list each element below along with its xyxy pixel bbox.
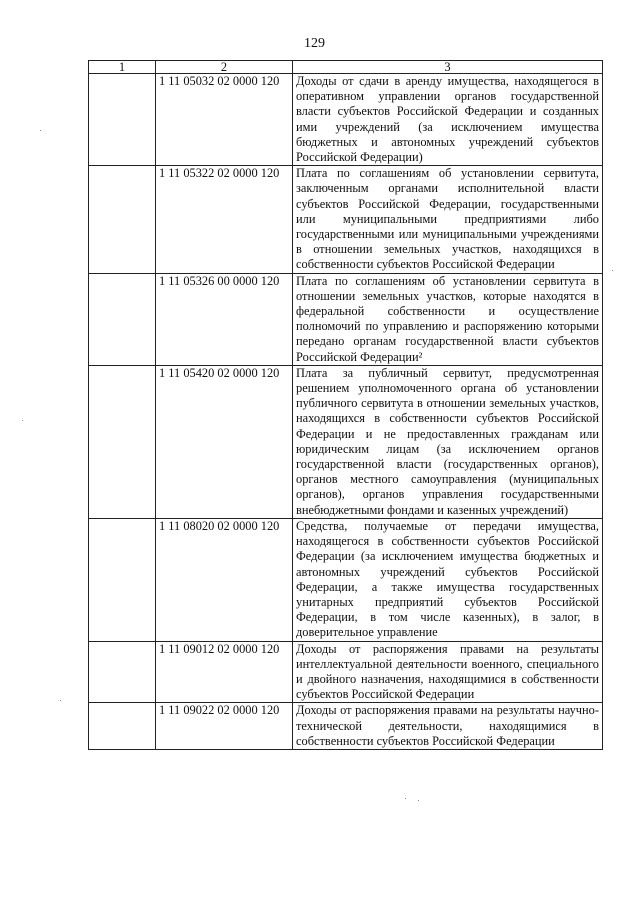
income-description: Плата по соглашениям об установлении сервитута в отношении земельных участков, которые находятся в федеральной собственности и осуществление полномочий по управлению и распоряжению которыми передано органам государственной власти субъектов Российской Федерации² bbox=[293, 273, 603, 365]
table-row bbox=[89, 641, 603, 703]
column-header-1: 1 bbox=[89, 61, 156, 74]
income-description: Средства, получаемые от передачи имущества, находящегося в собственности субъектов Российской Федерации (за исключением имущества бюджетных и автономных учреждений субъектов Российской Федерации, а также имущества государственных унитарных предприятий субъектов Российской Федерации, в том числе казенных), в залог, в доверительное управление bbox=[293, 518, 603, 641]
table-row bbox=[89, 703, 603, 750]
table-cell-empty bbox=[89, 518, 156, 641]
scan-speck bbox=[612, 270, 613, 271]
income-description: Плата за публичный сервитут, предусмотренная решением уполномоченного органа об установлении публичного сервитута в отношении земельных участков, находящихся в собственности субъектов Российской Федерации и не предоставленных гражданам или юридическим лицам (за исключением органов государственной власти (государственных органов), органов местного самоуправления (муниципальных органов), органов управления государственными внебюджетными фондами и казенных учреждений) bbox=[293, 365, 603, 518]
table-cell-empty bbox=[89, 166, 156, 273]
table-cell-empty bbox=[89, 74, 156, 166]
page-number: 129 bbox=[304, 36, 325, 51]
table-row bbox=[89, 518, 603, 641]
income-description: Плата по соглашениям об установлении сервитута, заключенным органами исполнительной власти субъектов Российской Федерации, государственными или муниципальными предприятиями либо государственными или муниципальными учреждениями в отношении земельных участков, находящихся в собственности субъектов Российской Федерации bbox=[293, 166, 603, 273]
budget-code: 1 11 05032 02 0000 120 bbox=[156, 74, 293, 166]
budget-code: 1 11 05420 02 0000 120 bbox=[156, 365, 293, 518]
scan-speck bbox=[40, 130, 41, 131]
table-cell-empty bbox=[89, 703, 156, 750]
budget-code: 1 11 08020 02 0000 120 bbox=[156, 518, 293, 641]
table-header-row bbox=[89, 61, 603, 74]
income-description: Доходы от сдачи в аренду имущества, находящегося в оперативном управлении органов государственной власти субъектов Российской Федерации и созданных ими учреждений (за исключением имущества бюджетных и автономных учреждений субъектов Российской Федерации) bbox=[293, 74, 603, 166]
budget-code: 1 11 09012 02 0000 120 bbox=[156, 641, 293, 703]
table-row bbox=[89, 74, 603, 166]
income-description: Доходы от распоряжения правами на результаты интеллектуальной деятельности военного, специального и двойного назначения, находящимися в собственности субъектов Российской Федерации bbox=[293, 641, 603, 703]
table-row bbox=[89, 166, 603, 273]
column-header-2: 2 bbox=[156, 61, 293, 74]
table-cell-empty bbox=[89, 365, 156, 518]
scan-speck bbox=[22, 420, 23, 421]
table-row bbox=[89, 273, 603, 365]
table-row bbox=[89, 365, 603, 518]
budget-code: 1 11 05326 00 0000 120 bbox=[156, 273, 293, 365]
scan-speck bbox=[418, 800, 419, 801]
budget-code: 1 11 09022 02 0000 120 bbox=[156, 703, 293, 750]
table-cell-empty bbox=[89, 641, 156, 703]
scan-speck bbox=[405, 798, 406, 799]
budget-code: 1 11 05322 02 0000 120 bbox=[156, 166, 293, 273]
income-description: Доходы от распоряжения правами на результаты научно-технической деятельности, находящимися в собственности субъектов Российской Федерации bbox=[293, 703, 603, 750]
column-header-3: 3 bbox=[293, 61, 603, 74]
scan-speck bbox=[60, 700, 61, 701]
budget-codes-table bbox=[88, 60, 603, 750]
table-cell-empty bbox=[89, 273, 156, 365]
